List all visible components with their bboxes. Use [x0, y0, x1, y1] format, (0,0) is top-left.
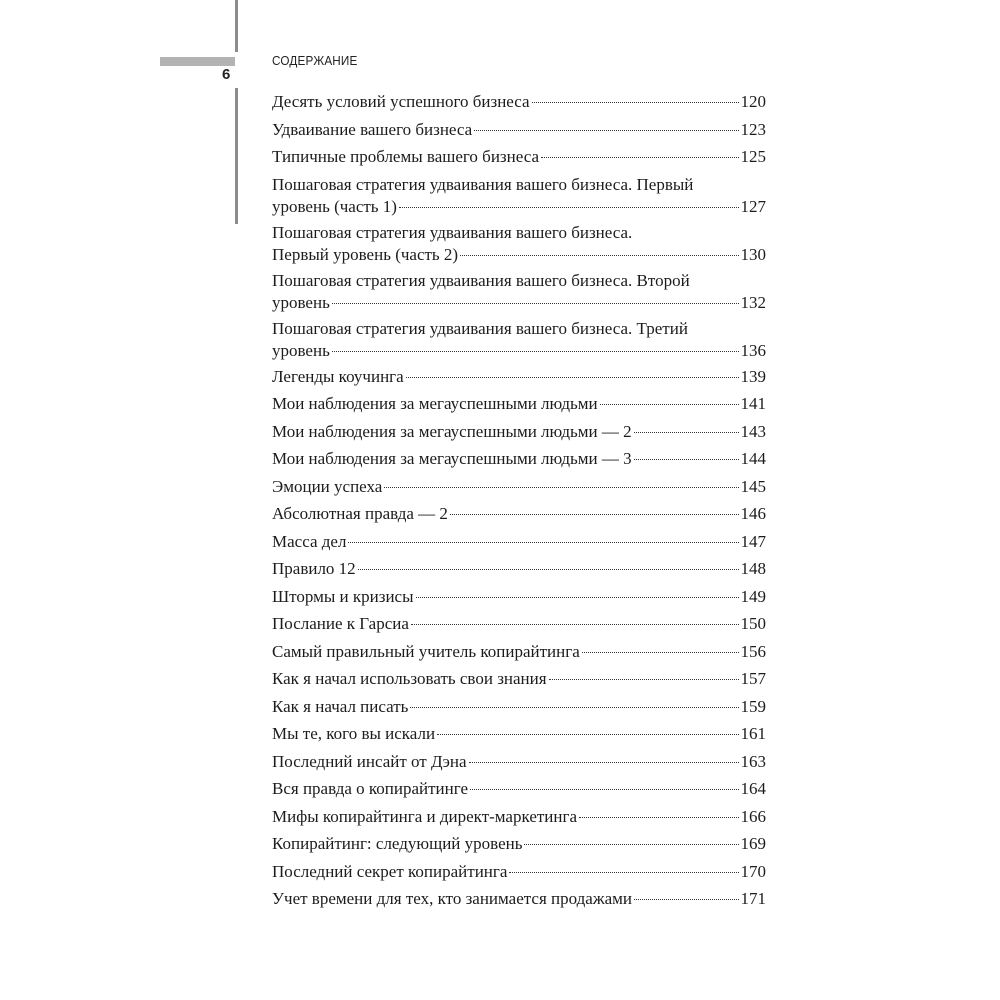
dot-leader	[469, 762, 739, 763]
toc-page-number: 132	[740, 292, 766, 312]
toc-entry-title-line: Пошаговая стратегия удваивания вашего бизнеса. Третий	[272, 318, 688, 338]
toc-entry	[272, 119, 766, 147]
toc-page-number: 146	[740, 504, 766, 523]
toc-entry-line	[272, 448, 766, 470]
toc-entry	[272, 366, 766, 394]
toc-entry	[272, 806, 766, 834]
toc-page-number: 130	[740, 244, 766, 264]
toc-entry-title: уровень	[272, 340, 330, 360]
toc-entry	[272, 586, 766, 614]
toc-entry-title: Мифы копирайтинга и директ-маркетинга	[272, 806, 578, 826]
toc-entry-title: Мои наблюдения за мегауспешными людьми — 3	[272, 449, 632, 468]
toc-entry-title: Легенды коучинга	[272, 366, 404, 386]
toc-entry-line	[272, 340, 766, 362]
toc-page-number: 149	[740, 586, 766, 606]
toc-entry-line	[272, 861, 766, 883]
toc-page-number: 169	[740, 834, 766, 853]
toc-entry-title: Удваивание вашего бизнеса	[272, 119, 473, 139]
dot-leader	[582, 652, 739, 653]
toc-page-number: 157	[740, 669, 766, 688]
toc-entry-title: Последний инсайт от Дэна	[272, 751, 467, 771]
dot-leader	[332, 303, 739, 304]
toc-entry-line	[272, 244, 766, 266]
toc-entry-line	[272, 778, 766, 800]
dot-leader	[450, 514, 739, 515]
toc-entry-line	[272, 806, 766, 828]
toc-entry-title: уровень (часть 1)	[272, 196, 397, 216]
toc-entry-title: Правило 12	[272, 559, 356, 578]
toc-entry	[272, 146, 766, 174]
dot-leader	[416, 597, 739, 598]
toc-entry-line	[272, 558, 766, 580]
dot-leader	[437, 734, 738, 735]
margin-rule-bottom	[235, 88, 238, 224]
toc-page-number: 123	[740, 119, 766, 139]
toc-entry-title: Последний секрет копирайтинга	[272, 861, 508, 881]
toc-page-number: 148	[740, 559, 766, 578]
toc-entry-line	[272, 531, 766, 553]
toc-entry-line	[272, 751, 766, 773]
toc-entry	[272, 91, 766, 119]
dot-leader	[532, 102, 739, 103]
toc-page-number: 144	[740, 449, 766, 468]
section-title: СОДЕРЖАНИЕ	[272, 53, 358, 68]
toc-entry-title: Типичные проблемы вашего бизнеса	[272, 147, 540, 166]
toc-entry	[272, 448, 766, 476]
toc-entry	[272, 723, 766, 751]
toc-entry-line	[272, 421, 766, 443]
toc-page-number: 163	[740, 751, 766, 771]
toc-page-number: 125	[740, 147, 766, 166]
toc-entry-title: Мои наблюдения за мегауспешными людьми	[272, 394, 598, 413]
toc-entry-line	[272, 888, 766, 910]
toc-page-number: 161	[740, 724, 766, 743]
toc-entry-line	[272, 586, 766, 608]
toc-entry-title: Штормы и кризисы	[272, 586, 414, 606]
toc-entry	[272, 558, 766, 586]
toc-entry-title: Послание к Гарсиа	[272, 614, 409, 633]
toc-entry-line	[272, 91, 766, 113]
dot-leader	[634, 432, 739, 433]
toc-entry	[272, 503, 766, 531]
toc-entry-title: Учет времени для тех, кто занимается продажами	[272, 889, 632, 908]
toc-entry-title: Самый правильный учитель копирайтинга	[272, 641, 580, 661]
toc-page-number: 171	[740, 889, 766, 908]
toc-entry	[272, 833, 766, 861]
toc-entry-line	[272, 119, 766, 141]
toc-entry-title: уровень	[272, 292, 330, 312]
dot-leader	[410, 707, 738, 708]
header-bar	[160, 57, 235, 66]
toc-entry-line	[272, 641, 766, 663]
toc-page-number: 147	[740, 531, 766, 551]
toc-page-number: 156	[740, 641, 766, 661]
toc-entry-title: Масса дел	[272, 531, 347, 551]
toc-page-number: 136	[740, 340, 766, 360]
page-number: 6	[222, 66, 231, 83]
toc-entry	[272, 270, 766, 318]
toc-entry-title: Вся правда о копирайтинге	[272, 779, 469, 798]
dot-leader	[470, 789, 738, 790]
toc-page-number: 145	[740, 476, 766, 496]
toc-entry	[272, 888, 766, 916]
dot-leader	[600, 404, 739, 405]
toc-entry	[272, 751, 766, 779]
toc-page-number: 159	[740, 696, 766, 716]
toc-page-number: 120	[740, 92, 766, 111]
toc-page-number: 141	[740, 394, 766, 413]
toc-entry-line	[272, 366, 766, 388]
toc-entry-line	[272, 613, 766, 635]
dot-leader	[399, 207, 739, 208]
toc-entry-title-line: Пошаговая стратегия удваивания вашего бизнеса.	[272, 222, 633, 242]
toc-page-number: 139	[740, 366, 766, 386]
toc-page-number: 166	[740, 806, 766, 826]
toc-entry	[272, 476, 766, 504]
toc-entry	[272, 318, 766, 366]
toc-entry-title: Как я начал использовать свои знания	[272, 669, 547, 688]
toc-entry	[272, 861, 766, 889]
dot-leader	[549, 679, 739, 680]
toc-entry	[272, 222, 766, 270]
dot-leader	[358, 569, 739, 570]
toc-entry	[272, 393, 766, 421]
toc-entry	[272, 778, 766, 806]
toc-entry-title-line: Пошаговая стратегия удваивания вашего бизнеса. Первый	[272, 174, 694, 194]
toc-entry-title: Абсолютная правда — 2	[272, 504, 448, 523]
toc-entry-line	[272, 696, 766, 718]
dot-leader	[411, 624, 739, 625]
toc-entry-title: Мои наблюдения за мегауспешными людьми — 2	[272, 421, 632, 441]
dot-leader	[332, 351, 739, 352]
dot-leader	[348, 542, 738, 543]
dot-leader	[509, 872, 738, 873]
toc-entry-line	[272, 668, 766, 690]
toc-entry-line	[272, 476, 766, 498]
toc-entry-title: Десять условий успешного бизнеса	[272, 92, 530, 111]
toc-entry-line	[272, 292, 766, 314]
toc-entry-title: Копирайтинг: следующий уровень	[272, 834, 523, 853]
toc-entry-title: Мы те, кого вы искали	[272, 724, 436, 743]
toc-entry	[272, 696, 766, 724]
table-of-contents	[272, 91, 766, 916]
toc-entry-title: Эмоции успеха	[272, 476, 383, 496]
toc-page-number: 150	[740, 614, 766, 633]
toc-entry-line	[272, 393, 766, 415]
dot-leader	[384, 487, 738, 488]
toc-entry-title-line: Пошаговая стратегия удваивания вашего бизнеса. Второй	[272, 270, 690, 290]
toc-entry-title: Первый уровень (часть 2)	[272, 244, 459, 264]
dot-leader	[460, 255, 738, 256]
dot-leader	[634, 459, 739, 460]
dot-leader	[474, 130, 738, 131]
dot-leader	[579, 817, 738, 818]
toc-entry	[272, 613, 766, 641]
toc-entry-line	[272, 196, 766, 218]
toc-entry-line	[272, 146, 766, 168]
toc-entry-line	[272, 833, 766, 855]
toc-entry	[272, 668, 766, 696]
toc-page-number: 127	[740, 196, 766, 216]
dot-leader	[634, 899, 739, 900]
toc-entry-line	[272, 503, 766, 525]
toc-entry	[272, 421, 766, 449]
toc-page-number: 164	[740, 779, 766, 798]
toc-entry	[272, 531, 766, 559]
margin-rule-top	[235, 0, 238, 52]
dot-leader	[406, 377, 739, 378]
dot-leader	[524, 844, 738, 845]
toc-entry	[272, 641, 766, 669]
toc-entry-line	[272, 723, 766, 745]
toc-page-number: 170	[740, 861, 766, 881]
toc-entry	[272, 174, 766, 222]
toc-entry-title: Как я начал писать	[272, 696, 409, 716]
toc-page-number: 143	[740, 421, 766, 441]
dot-leader	[541, 157, 738, 158]
